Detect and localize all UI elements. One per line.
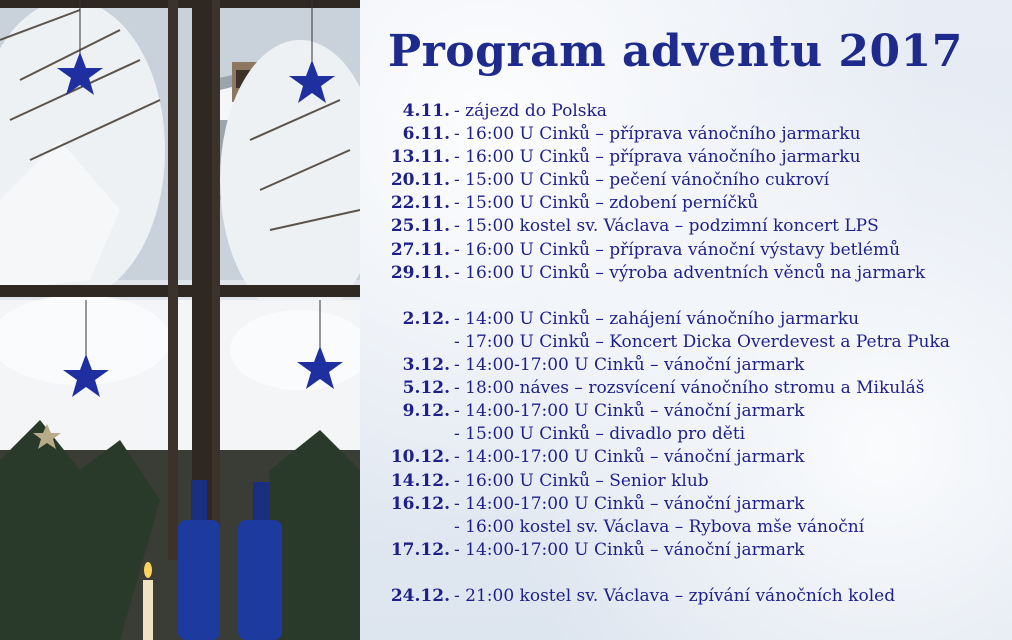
event-text: - 17:00 U Cinků – Koncert Dicka Overdevest a Petra Puka [454, 331, 950, 352]
event-row [382, 331, 1007, 354]
event-text: - 16:00 kostel sv. Václava – Rybova mše vánoční [454, 516, 865, 537]
event-date: 22.11. [390, 193, 450, 214]
event-date [382, 423, 450, 446]
event-text: - 15:00 U Cinků – zdobení perníčků [454, 193, 759, 214]
event-date: 6.11. [402, 124, 450, 145]
event-date: 10.12. [390, 447, 450, 468]
event-date: 3.12. [402, 355, 450, 376]
event-row [382, 123, 1007, 146]
event-date: 4.11. [402, 101, 450, 121]
event-row [382, 239, 1007, 262]
event-row [382, 262, 1007, 285]
event-date [382, 516, 450, 539]
event-text: - 16:00 U Cinků – Senior klub [454, 470, 709, 491]
event-list [382, 100, 1007, 608]
event-date: 14.12. [390, 470, 450, 491]
event-text: - 16:00 U Cinků – příprava vánočního jarmarku [454, 124, 861, 145]
event-row [382, 215, 1007, 238]
event-date: 24.12. [390, 585, 450, 606]
event-row [382, 377, 1007, 400]
event-row [382, 493, 1007, 516]
event-date: 9.12. [402, 401, 450, 422]
event-date: 2.12. [402, 308, 450, 329]
event-row [382, 308, 1007, 331]
event-date: 29.11. [390, 262, 450, 283]
event-row [382, 423, 1007, 446]
event-date: 16.12. [390, 493, 450, 514]
block-spacer [382, 562, 1007, 585]
event-row [382, 169, 1007, 192]
event-text: - 14:00-17:00 U Cinků – vánoční jarmark [454, 401, 805, 422]
winter-window-photo [0, 0, 360, 640]
event-row [382, 516, 1007, 539]
event-date: 17.12. [390, 539, 450, 560]
event-text: - 16:00 U Cinků – výroba adventních věnců na jarmark [454, 262, 926, 283]
event-date: 13.11. [390, 147, 450, 168]
event-text: - 16:00 U Cinků – příprava vánočního jarmarku [454, 147, 861, 168]
event-text: - 14:00-17:00 U Cinků – vánoční jarmark [454, 539, 805, 560]
event-date: 20.11. [390, 170, 450, 191]
event-text: - zájezd do Polska [454, 101, 607, 121]
event-text: - 15:00 kostel sv. Václava – podzimní koncert LPS [454, 216, 879, 237]
event-date [382, 331, 450, 354]
event-text: - 16:00 U Cinků – příprava vánoční výstavy betlémů [454, 239, 901, 260]
block-spacer [382, 285, 1007, 308]
event-row [382, 539, 1007, 562]
candle-icon [143, 562, 153, 640]
event-row [382, 446, 1007, 469]
event-text: - 15:00 U Cinků – divadlo pro děti [454, 424, 746, 445]
window-scene [0, 0, 360, 640]
event-text: - 15:00 U Cinků – pečení vánočního cukroví [454, 170, 830, 191]
event-date: 5.12. [402, 378, 450, 399]
event-text: - 18:00 náves – rozsvícení vánočního stromu a Mikuláš [454, 378, 925, 399]
event-text: - 14:00-17:00 U Cinků – vánoční jarmark [454, 447, 805, 468]
event-row [382, 100, 1007, 123]
event-row [382, 470, 1007, 493]
event-text: - 14:00 U Cinků – zahájení vánočního jarmarku [454, 308, 860, 329]
event-row [382, 192, 1007, 215]
program-panel [360, 0, 1012, 640]
event-text: - 14:00-17:00 U Cinků – vánoční jarmark [454, 493, 805, 514]
event-row [382, 400, 1007, 423]
event-date: 27.11. [390, 239, 450, 260]
event-text: - 14:00-17:00 U Cinků – vánoční jarmark [454, 355, 805, 376]
event-text: - 21:00 kostel sv. Václava – zpívání vánočních koled [454, 585, 896, 606]
event-row [382, 354, 1007, 377]
event-date: 25.11. [390, 216, 450, 237]
event-row [382, 146, 1007, 169]
event-row [382, 585, 1007, 608]
page-title: Program adventu 2017 [388, 26, 963, 77]
